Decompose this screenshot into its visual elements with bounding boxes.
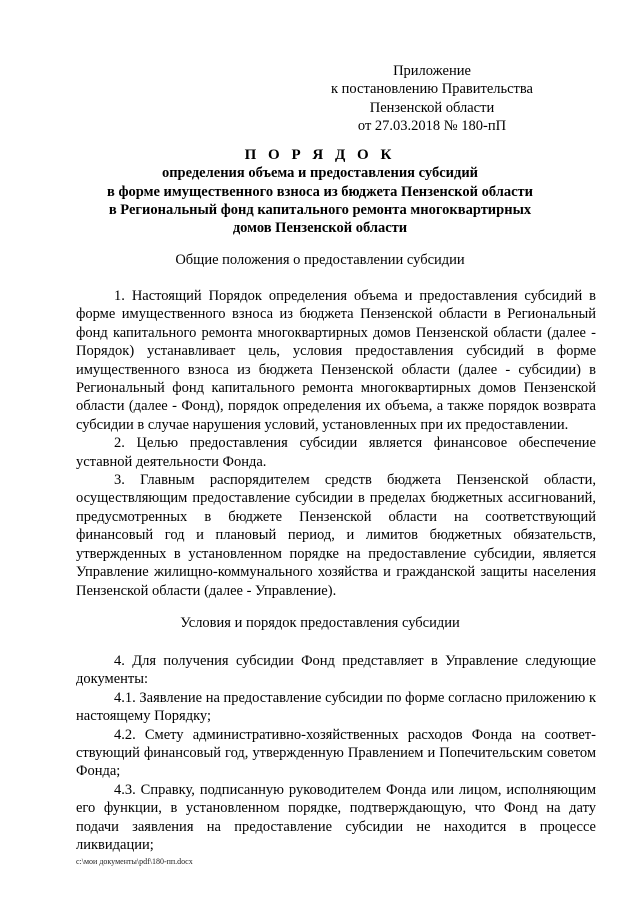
appendix-region: Пензенской области: [369, 99, 495, 116]
appendix-label: Приложение: [393, 63, 471, 79]
paragraph-3: 3. Главным распорядителем средств бюджета Пензенской области, осуществляющим предоставление субсидии в пределах бюджетных ассигнований, предусмотренных в бюджете Пензенской области на соответствующий финансовый год и плановый период, и лимитов бюджетных обязательств, утвержденных в установленном порядке на предоставление субсидии, является Управление жилищно-коммунального хозяйства и гражданской защиты населения Пензенской области (далее - Управление).: [76, 472, 596, 599]
paragraph-4-1: 4.1. Заявление на предоставление субсидии по форме согласно приложению к настоящему Порядку;: [76, 689, 596, 725]
paragraph-1: 1. Настоящий Порядок определения объема и предоставления субсидий в форме имущественного взноса из бюджета Пензенской области в Региональный фонд капитального ремонта многоквартирных домов Пензенской области (далее - Порядок) устанавливает цель, условия предоставления субсидий в форме имущественного взноса из бюджета Пензенской области (далее - субсидии) в Региональный фонд капитального ремонта многоквартирных домов Пензенской области (далее - Фонд), порядок определения их объема, а также порядок возврата субсидии в случае нарушения условий, установленных при их предоставлении.: [76, 288, 596, 433]
title-line-2: в форме имущественного взноса из бюджета Пензенской области: [106, 183, 533, 200]
section-heading-general: Общие положения о предоставлении субсидии: [175, 252, 465, 268]
section-body-conditions: [76, 652, 596, 854]
title-line-3: в Региональный фонд капитального ремонта многоквартирных: [108, 201, 532, 218]
section-body-general: [76, 287, 596, 600]
section-heading-conditions: Условия и порядок предоставления субсидии: [180, 615, 460, 631]
document-title: [60, 146, 580, 237]
title-line-1: определения объема и предоставления субсидий: [161, 165, 479, 182]
appendix-date-number: от 27.03.2018 № 180-пП: [357, 117, 507, 134]
file-path-footer: c:\мои документы\pdf\180-пп.docx: [76, 857, 193, 866]
paragraph-2: 2. Целью предоставления субсидии является финансовое обеспечение уставной деятельности Фонда.: [76, 435, 596, 470]
title-main: П О Р Я Д О К: [244, 147, 396, 163]
title-line-4: домов Пензенской области: [232, 220, 408, 237]
paragraph-4-2: 4.2. Смету административно-хозяйственных расходов Фонда на соответствующий финансовый год, утвержденную Правлением и Попечительским советом Фонда;: [76, 726, 596, 780]
appendix-block: [312, 62, 552, 135]
paragraph-4: 4. Для получения субсидии Фонд представляет в Управление следующие документы:: [76, 653, 596, 688]
paragraph-4-3: 4.3. Справку, подписанную руководителем Фонда или лицом, исполняющим его функции, в установленном порядке, подтверждающую, что Фонд на дату подачи заявления на предоставление субсидии не находится в процессе ликвидации;: [76, 781, 596, 854]
appendix-decree-ref: к постановлению Правительства: [331, 81, 533, 98]
